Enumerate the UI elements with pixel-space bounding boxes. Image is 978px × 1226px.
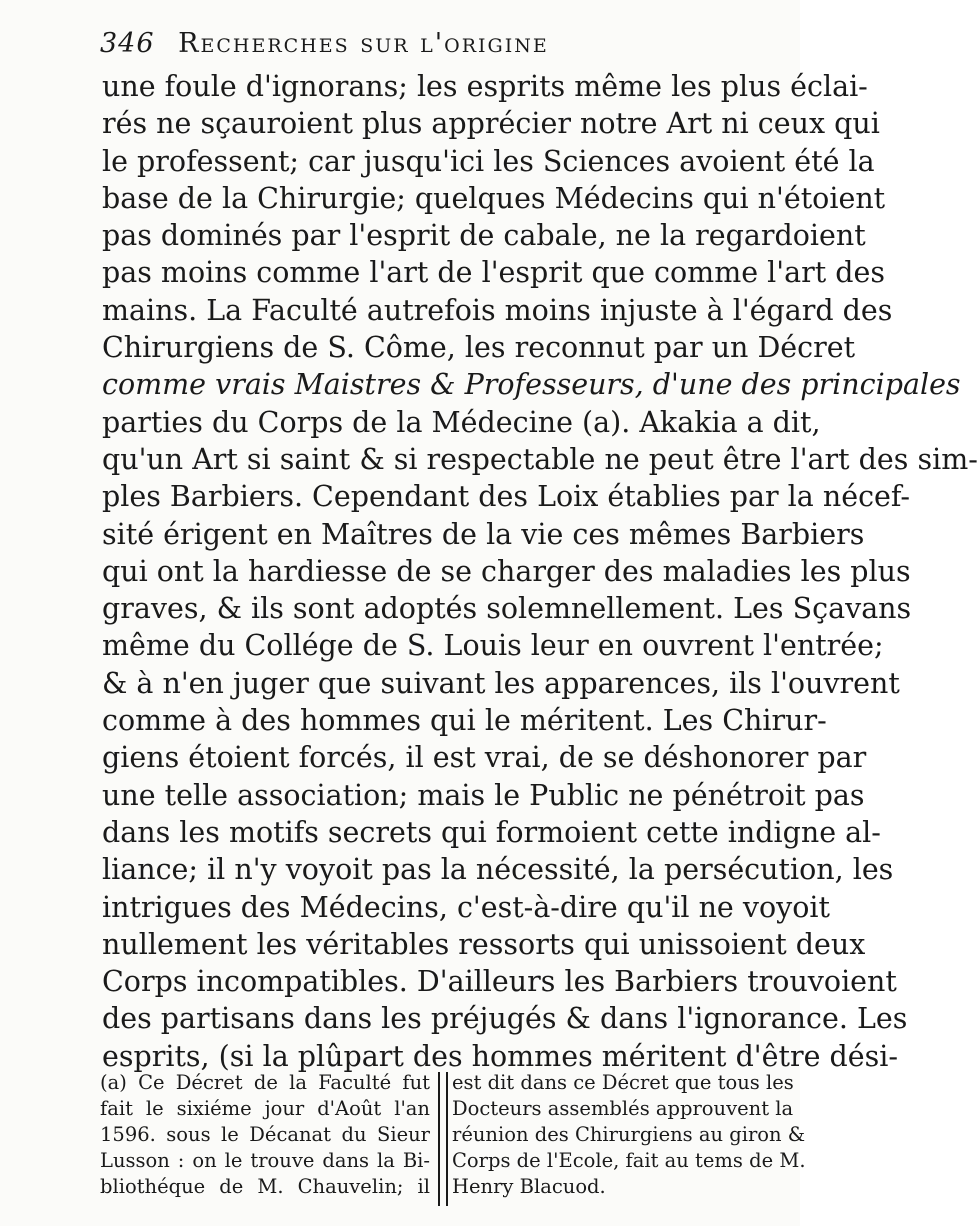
footnote-line: fait le sixiéme jour d'Août l'an [100, 1097, 430, 1120]
text-line: graves, & ils sont adoptés solemnellement. Les Sçavans [102, 592, 912, 626]
footnote-line: Henry Blacuod. [452, 1175, 606, 1198]
footnote-line: (a) Ce Décret de la Faculté fut [100, 1071, 430, 1094]
text-line: une foule d'ignorans; les esprits même les plus éclai- [102, 70, 868, 103]
text-line: parties du Corps de la Médecine (a). Akakia a dit, [102, 405, 821, 439]
text-line: sité érigent en Maîtres de la vie ces mêmes Barbiers [102, 517, 865, 551]
text-line: comme vrais Maistres & Professeurs, d'une des principales [102, 368, 961, 402]
main-text [102, 68, 978, 1075]
text-line: dans les motifs secrets qui formoient cette indigne al- [102, 815, 881, 849]
footnote-line: bliothéque de M. Chauvelin; il [100, 1175, 430, 1198]
text-line: liance; il n'y voyoit pas la nécessité, la persécution, les [102, 853, 894, 887]
text-line: qui ont la hardiesse de se charger des maladies les plus [102, 554, 911, 588]
text-line: comme à des hommes qui le méritent. Les Chirur- [102, 704, 827, 738]
text-line: pas dominés par l'esprit de cabale, ne la regardoient [102, 219, 866, 253]
text-line: esprits, (si la plûpart des hommes méritent d'être dési- [102, 1039, 898, 1073]
footnote-column-right [452, 1070, 806, 1200]
text-line: pas moins comme l'art de l'esprit que comme l'art des [102, 256, 885, 290]
text-line: base de la Chirurgie; quelques Médecins qui n'étoient [102, 181, 886, 215]
text-line: & à n'en juger que suivant les apparences, ils l'ouvrent [102, 666, 900, 700]
footnote-area [100, 1070, 806, 1210]
text-line: nullement les véritables ressorts qui unissoient deux [102, 927, 866, 961]
text-line: qu'un Art si saint & si respectable ne peut être l'art des sim- [102, 442, 978, 476]
text-line: intrigues des Médecins, c'est-à-dire qu'il ne voyoit [102, 890, 830, 924]
footnote-column-left [100, 1070, 430, 1200]
text-line: le professent; car jusqu'ici les Sciences avoient été la [102, 144, 875, 178]
text-line: mains. La Faculté autrefois moins injuste à l'égard des [102, 293, 893, 327]
footnote-line: est dit dans ce Décret que tous les [452, 1071, 794, 1094]
running-header [100, 28, 760, 68]
column-separator [438, 1072, 448, 1206]
footnote-line: réunion des Chirurgiens au giron & [452, 1123, 806, 1146]
running-title: Recherches sur l'origine [178, 28, 549, 59]
footnote-line: Docteurs assemblés approuvent la [452, 1097, 794, 1120]
footnote-line: Corps de l'Ecole, fait au tems de M. [452, 1149, 806, 1172]
text-line: rés ne sçauroient plus apprécier notre Art ni ceux qui [102, 107, 880, 141]
text-line: une telle association; mais le Public ne pénétroit pas [102, 778, 865, 812]
text-line: ples Barbiers. Cependant des Loix établies par la nécef- [102, 480, 911, 514]
text-line: giens étoient forcés, il est vrai, de se déshonorer par [102, 741, 867, 775]
text-line: Corps incompatibles. D'ailleurs les Barbiers trouvoient [102, 965, 897, 999]
footnote-line: Lusson : on le trouve dans la Bi- [100, 1149, 430, 1172]
text-line: Chirurgiens de S. Côme, les reconnut par un Décret [102, 331, 856, 365]
page-number: 346 [100, 28, 155, 59]
text-line: même du Collége de S. Louis leur en ouvrent l'entrée; [102, 629, 884, 663]
text-line: des partisans dans les préjugés & dans l'ignorance. Les [102, 1002, 908, 1036]
footnote-line: 1596. sous le Décanat du Sieur [100, 1123, 430, 1146]
